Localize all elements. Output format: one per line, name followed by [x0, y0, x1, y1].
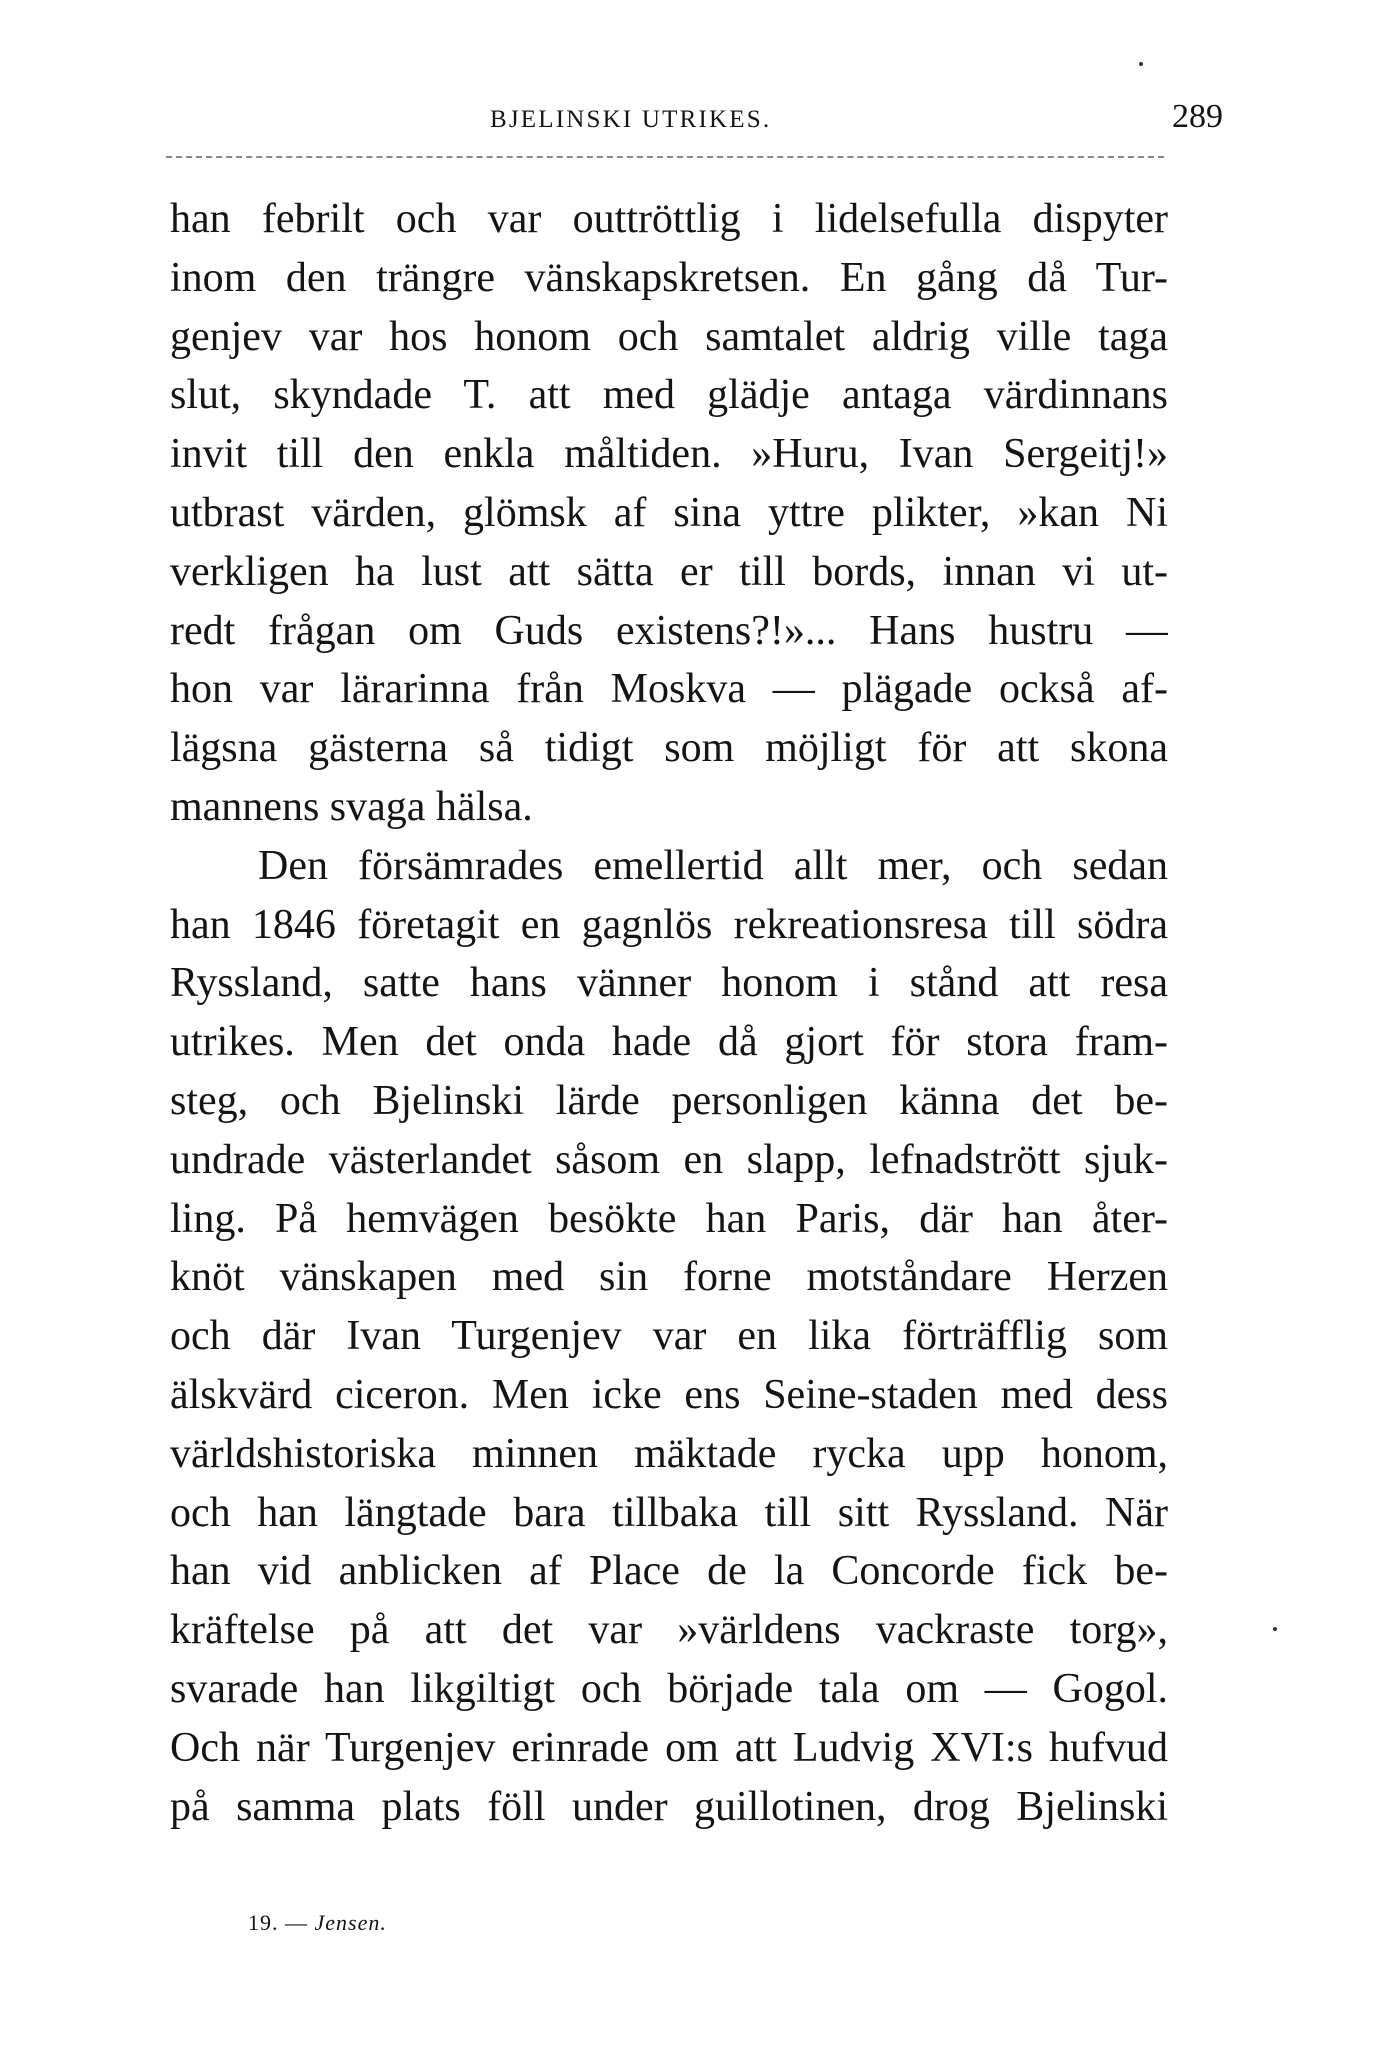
text-line: Och när Turgenjev erinrade om att Ludvig XVI:s hufvud — [170, 1724, 1168, 1771]
text-line: Den försämrades emellertid allt mer, och sedan — [258, 842, 1168, 889]
text-line: undrade västerlandet såsom en slapp, lefnadstrött sjuk- — [170, 1136, 1168, 1183]
text-line: älskvärd ciceron. Men icke ens Seine-staden med dess — [170, 1371, 1168, 1418]
paragraph-2 — [170, 837, 1168, 1837]
text-line: Ryssland, satte hans vänner honom i stånd att resa — [170, 960, 1168, 1007]
running-head — [172, 96, 1223, 146]
text-line: inom den trängre vänskapskretsen. En gång då Tur- — [170, 254, 1168, 301]
text-line: han febrilt och var outtröttlig i lidelsefulla dispyter — [170, 196, 1168, 242]
body-text — [170, 190, 1168, 1836]
text-line: kräftelse på att det var »världens vackraste torg», — [170, 1607, 1168, 1654]
print-speck — [1273, 1627, 1277, 1631]
text-line: han 1846 företagit en gagnlös rekreationsresa till södra — [170, 901, 1168, 948]
signature-author: Jensen. — [314, 1910, 387, 1935]
text-line: utbrast värden, glömsk af sina yttre plikter, »kan Ni — [170, 489, 1168, 536]
text-line: hon var lärarinna från Moskva — plägade också af- — [170, 666, 1168, 713]
signature-dash: — — [285, 1910, 308, 1935]
text-line: verkligen ha lust att sätta er till bords, innan vi ut- — [170, 548, 1168, 595]
signature-mark — [248, 1908, 387, 1938]
text-line: genjev var hos honom och samtalet aldrig ville taga — [170, 313, 1168, 360]
text-line: invit till den enkla måltiden. »Huru, Ivan Sergeitj!» — [170, 431, 1168, 478]
text-line: han vid anblicken af Place de la Concorde fick be- — [170, 1548, 1168, 1595]
text-line: mannens svaga hälsa. — [170, 783, 533, 830]
text-line: lägsna gästerna så tidigt som möjligt för att skona — [170, 725, 1168, 772]
text-line: knöt vänskapen med sin forne motståndare Herzen — [170, 1254, 1168, 1301]
signature-sheet-number: 19. — [248, 1910, 279, 1935]
text-line: ling. På hemvägen besökte han Paris, där han åter- — [170, 1195, 1168, 1242]
text-line: slut, skyndade T. att med glädje antaga värdinnans — [170, 372, 1168, 419]
page-number: 289 — [1172, 98, 1223, 135]
text-line: och där Ivan Turgenjev var en lika förträfflig som — [170, 1313, 1168, 1360]
print-speck — [1139, 62, 1143, 66]
text-line: redt frågan om Guds existens?!»... Hans hustru — — [170, 607, 1168, 654]
text-line: utrikes. Men det onda hade då gjort för stora fram- — [170, 1019, 1168, 1066]
text-line: och han längtade bara tillbaka till sitt Ryssland. När — [170, 1489, 1168, 1536]
text-line: på samma plats föll under guillotinen, drog Bjelinski — [170, 1783, 1168, 1830]
text-line: världshistoriska minnen mäktade rycka upp honom, — [170, 1430, 1168, 1477]
text-line: steg, och Bjelinski lärde personligen känna det be- — [170, 1077, 1168, 1124]
header-rule — [166, 156, 1164, 158]
paragraph-1 — [170, 190, 1168, 837]
text-line: svarade han likgiltigt och började tala om — Gogol. — [170, 1665, 1168, 1712]
running-head-title: BJELINSKI UTRIKES. — [490, 106, 772, 133]
